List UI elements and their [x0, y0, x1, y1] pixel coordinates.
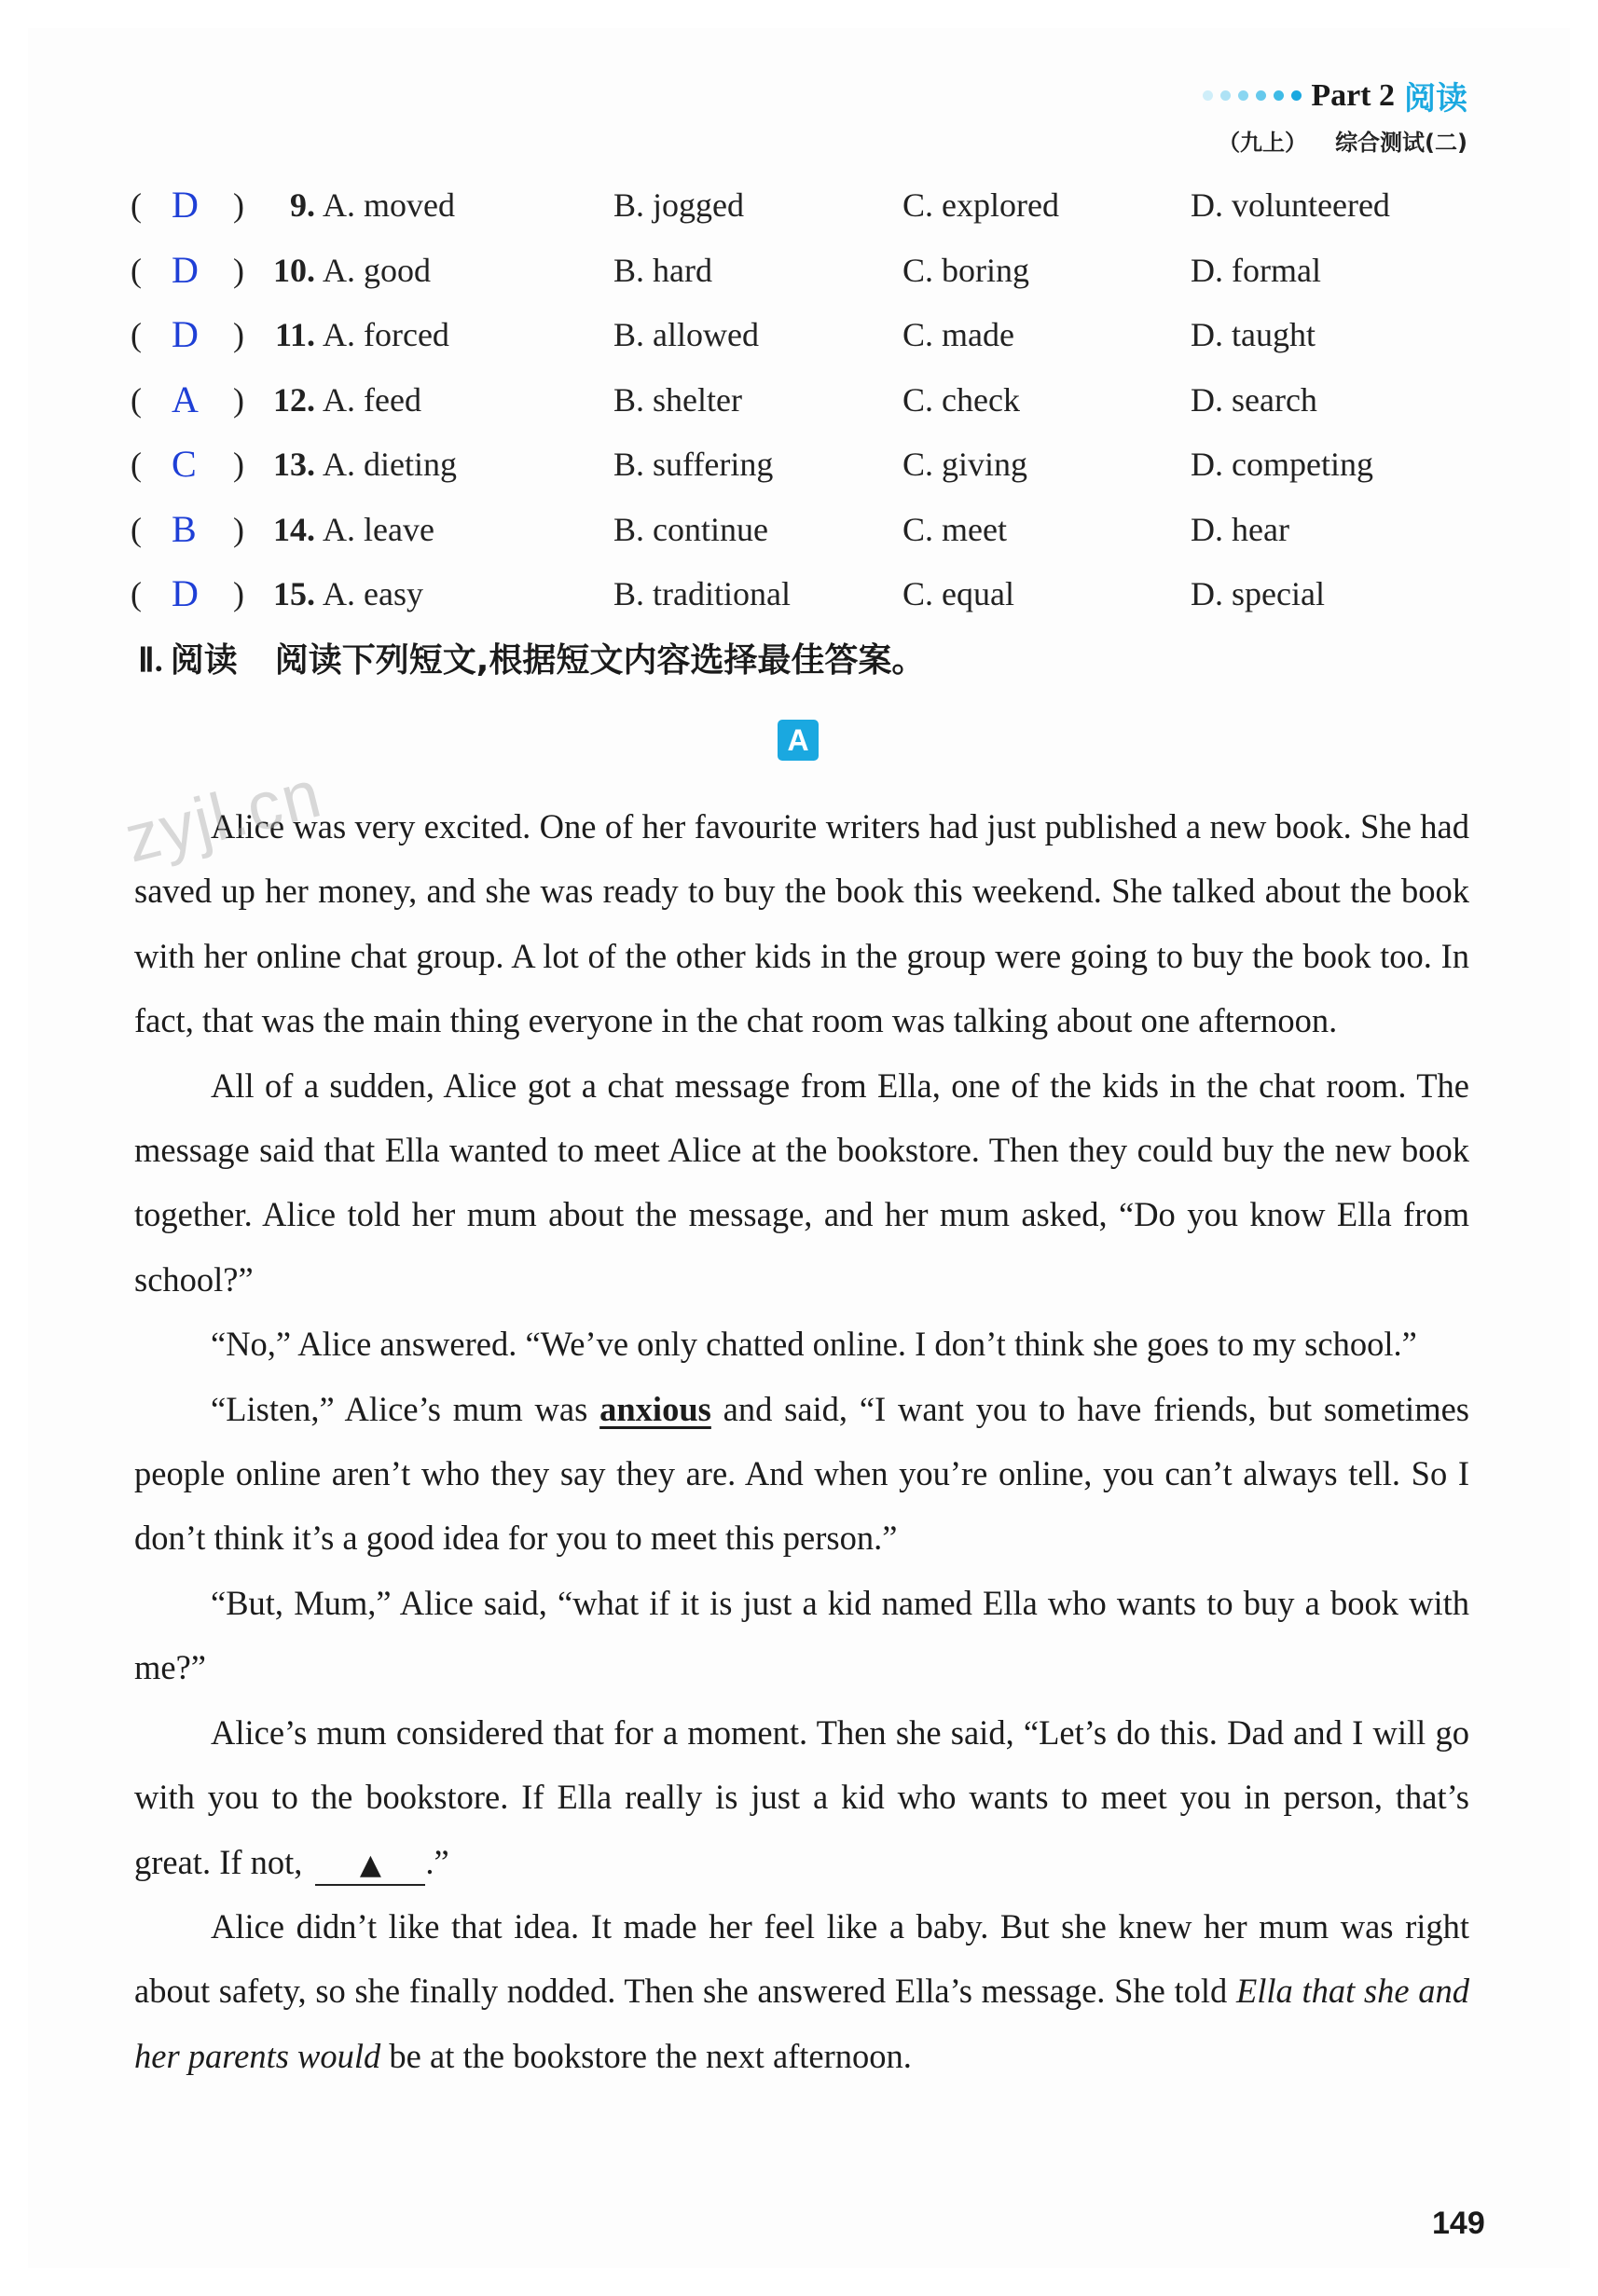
option-d: D. taught [1191, 316, 1316, 353]
option-d: D. special [1191, 575, 1325, 612]
dot-icon [1203, 90, 1213, 101]
passage-badge: A [778, 720, 819, 761]
answer-row [131, 374, 1473, 439]
answer-row [131, 568, 1473, 633]
option-a: A. good [323, 251, 431, 289]
italic-text: Ella that she and her parents would [134, 1972, 1470, 2075]
paren-close: ) [233, 186, 244, 224]
answer-letter: D [172, 572, 199, 614]
paren-open: ( [131, 575, 142, 612]
paragraph: “But, Mum,” Alice said, “what if it is just a kid named Ella who wants to buy a book with me?” [134, 1583, 1469, 1687]
answer-list [131, 179, 1473, 633]
section-label: 阅读 [1404, 80, 1467, 117]
answer-row [131, 309, 1473, 374]
dot-icon [1274, 90, 1284, 101]
highlighted-word: anxious [599, 1389, 711, 1428]
option-d: D. search [1191, 380, 1317, 419]
option-c: C. made [902, 316, 1014, 353]
page-number: 149 [1432, 2206, 1485, 2241]
paragraph-text: be at the bookstore the next afternoon. [380, 2036, 912, 2075]
option-a: A. moved [323, 186, 455, 224]
paragraph-text: Alice’s mum considered that for a moment. Then she said, “Let’s do this. Dad and I will go with you to the bookstore. If Ella really is just a kid who wants to meet you in person, that’s great. If not, [134, 1712, 1469, 1881]
page-header [1203, 73, 1467, 157]
option-a: A. feed [323, 380, 421, 419]
option-c: C. equal [902, 575, 1014, 612]
section-title: 阅读 [170, 641, 238, 680]
test-name: 综合测试(二) [1335, 130, 1467, 156]
question-number: 13. [273, 446, 315, 483]
paren-close: ) [233, 510, 244, 548]
answer-row [131, 438, 1473, 503]
option-b: B. shelter [613, 380, 742, 419]
option-c: C. giving [902, 446, 1028, 483]
paragraph-text: and said, “I want you to have friends, but sometimes people online aren’t who they say they are. And when you’re online, you can’t always tell. So I don’t think it’s a good idea for you to meet this person.” [134, 1389, 1469, 1558]
paren-open: ( [131, 380, 142, 419]
answer-letter: D [172, 248, 199, 291]
decorative-dots [1203, 90, 1302, 101]
paragraph [134, 1700, 1469, 1894]
reading-passage [134, 794, 1469, 2088]
watermark: zyjl.cn [117, 756, 330, 877]
paren-open: ( [131, 510, 142, 548]
part-label: Part 2 [1311, 77, 1395, 113]
answer-letter: A [172, 378, 199, 420]
paragraph [134, 1377, 1469, 1571]
fill-blank: ▲ [315, 1847, 425, 1886]
paren-open: ( [131, 186, 142, 224]
option-a: A. forced [323, 316, 449, 353]
paragraph: “No,” Alice answered. “We’ve only chatted online. I don’t think she goes to my school.” [211, 1325, 1417, 1364]
option-b: B. allowed [613, 316, 759, 353]
option-c: C. explored [902, 186, 1059, 224]
paragraph: All of a sudden, Alice got a chat message from Ella, one of the kids in the chat room. The message said that Ella wanted to meet Alice at the bookstore. Then they could buy the new book together. Alice told her mum about the message, and her mum asked, “Do you know Ella from school?” [134, 1066, 1469, 1299]
section-instruction: 阅读下列短文,根据短文内容选择最佳答案。 [274, 641, 926, 680]
answer-row [131, 503, 1473, 569]
option-b: B. suffering [613, 446, 774, 483]
paren-close: ) [233, 316, 244, 353]
option-d: D. formal [1191, 251, 1321, 289]
paragraph-text: Alice didn’t like that idea. It made her feel like a baby. But she knew her mum was right about safety, so she finally nodded. Then she answered Ella’s message. She told [134, 1906, 1469, 2011]
dot-icon [1256, 90, 1266, 101]
answer-letter: D [172, 313, 199, 355]
dot-icon [1220, 90, 1231, 101]
paren-close: ) [233, 380, 244, 419]
option-c: C. boring [902, 251, 1030, 289]
paragraph: Alice was very excited. One of her favourite writers had just published a new book. She had saved up her money, and she was ready to buy the book this weekend. She talked about the book with her online chat group. A lot of the other kids in the group were going to buy the book too. In fact, that was the main thing everyone in the chat room was talking about one afternoon. [134, 807, 1469, 1040]
question-number: 12. [273, 380, 315, 419]
option-a: A. dieting [323, 446, 457, 483]
option-d: D. competing [1191, 446, 1373, 483]
grade-label: （九上） [1218, 130, 1308, 156]
option-a: A. leave [323, 510, 434, 548]
option-c: C. check [902, 380, 1020, 419]
paragraph [134, 1894, 1469, 2088]
question-number: 11. [274, 316, 315, 353]
answer-row [131, 179, 1473, 244]
dot-icon [1291, 90, 1302, 101]
paren-open: ( [131, 316, 142, 353]
answer-letter: D [172, 184, 199, 226]
question-number: 9. [290, 186, 315, 224]
answer-letter: B [172, 507, 197, 550]
question-number: 14. [273, 510, 315, 548]
answer-letter: C [172, 443, 197, 485]
paren-close: ) [233, 251, 244, 289]
option-d: D. volunteered [1191, 186, 1390, 224]
answer-row [131, 244, 1473, 309]
option-a: A. easy [323, 575, 423, 612]
paren-close: ) [233, 446, 244, 483]
paragraph-text: “Listen,” Alice’s mum was [211, 1389, 600, 1428]
paren-close: ) [233, 575, 244, 612]
question-number: 15. [273, 575, 315, 612]
question-number: 10. [273, 251, 315, 289]
dot-icon [1238, 90, 1248, 101]
option-d: D. hear [1191, 510, 1289, 548]
section-roman-numeral: Ⅱ. [138, 641, 163, 679]
option-c: C. meet [902, 510, 1007, 548]
section-heading [138, 634, 925, 681]
option-b: B. hard [613, 251, 712, 289]
paren-open: ( [131, 251, 142, 289]
paren-open: ( [131, 446, 142, 483]
option-b: B. traditional [613, 575, 791, 612]
option-b: B. jogged [613, 186, 744, 224]
option-b: B. continue [613, 510, 768, 548]
paragraph-text: .” [425, 1842, 449, 1881]
